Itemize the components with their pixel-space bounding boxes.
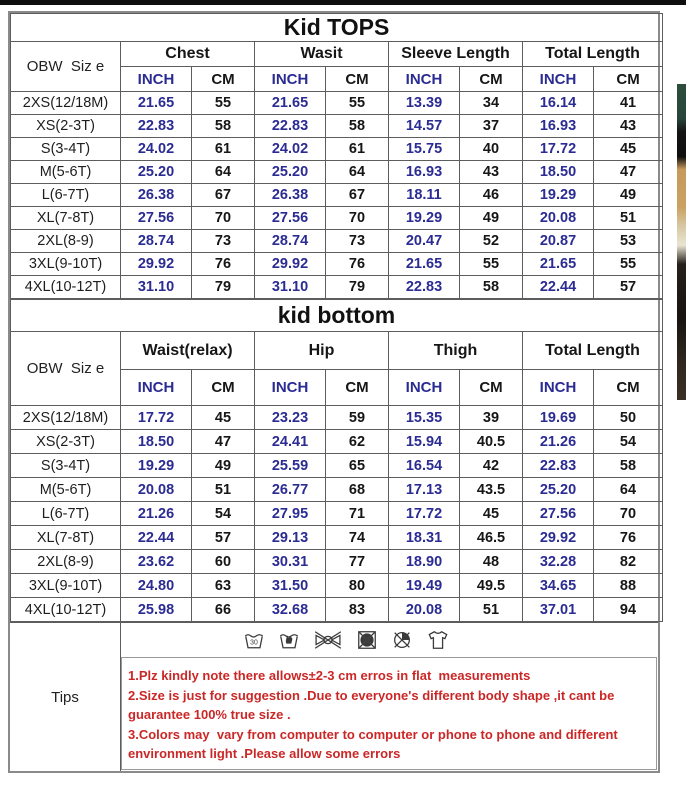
inch-value: 21.65 bbox=[121, 92, 192, 115]
inch-value: 26.38 bbox=[255, 184, 326, 207]
cm-value: 60 bbox=[192, 550, 255, 574]
inch-value: 17.72 bbox=[523, 138, 594, 161]
size-column-header: OBW Siz e bbox=[11, 332, 121, 406]
cm-value: 51 bbox=[192, 478, 255, 502]
inch-value: 21.65 bbox=[389, 253, 460, 276]
inch-value: 25.20 bbox=[121, 161, 192, 184]
cm-value: 61 bbox=[192, 138, 255, 161]
cm-value: 64 bbox=[192, 161, 255, 184]
cm-value: 64 bbox=[326, 161, 389, 184]
inch-value: 15.35 bbox=[389, 406, 460, 430]
cm-value: 76 bbox=[326, 253, 389, 276]
inch-value: 27.56 bbox=[255, 207, 326, 230]
inch-value: 26.38 bbox=[121, 184, 192, 207]
size-cell: 4XL(10-12T) bbox=[11, 276, 121, 299]
tips-content bbox=[121, 623, 658, 771]
cm-value: 67 bbox=[192, 184, 255, 207]
cm-value: 79 bbox=[192, 276, 255, 299]
group-header-row bbox=[11, 42, 663, 67]
inch-value: 24.41 bbox=[255, 430, 326, 454]
cm-value: 49 bbox=[460, 207, 523, 230]
total-length-header: Total Length bbox=[523, 42, 663, 67]
size-cell: XS(2-3T) bbox=[11, 115, 121, 138]
size-column-header: OBW Siz e bbox=[11, 42, 121, 92]
cm-value: 45 bbox=[192, 406, 255, 430]
cm-value: 67 bbox=[326, 184, 389, 207]
inch-value: 22.83 bbox=[255, 115, 326, 138]
cm-value: 88 bbox=[594, 574, 663, 598]
inch-value: 15.94 bbox=[389, 430, 460, 454]
inch-value: 29.92 bbox=[523, 526, 594, 550]
size-cell: 4XL(10-12T) bbox=[11, 598, 121, 622]
size-cell: 2XS(12/18M) bbox=[11, 92, 121, 115]
inch-value: 26.77 bbox=[255, 478, 326, 502]
sleeve-length-header: Sleeve Length bbox=[389, 42, 523, 67]
cm-value: 53 bbox=[594, 230, 663, 253]
size-cell: S(3-4T) bbox=[11, 138, 121, 161]
kid-tops-table bbox=[10, 13, 663, 299]
cm-value: 55 bbox=[192, 92, 255, 115]
inch-value: 37.01 bbox=[523, 598, 594, 622]
cm-value: 71 bbox=[326, 502, 389, 526]
size-cell: XL(7-8T) bbox=[11, 207, 121, 230]
inch-header: INCH bbox=[121, 67, 192, 92]
inch-value: 15.75 bbox=[389, 138, 460, 161]
inch-value: 21.26 bbox=[523, 430, 594, 454]
inch-value: 22.44 bbox=[523, 276, 594, 299]
size-chart bbox=[8, 11, 660, 773]
cm-value: 54 bbox=[192, 502, 255, 526]
inch-value: 25.59 bbox=[255, 454, 326, 478]
cm-value: 52 bbox=[460, 230, 523, 253]
size-cell: L(6-7T) bbox=[11, 502, 121, 526]
cm-value: 34 bbox=[460, 92, 523, 115]
hip-header: Hip bbox=[255, 332, 389, 370]
inch-value: 20.87 bbox=[523, 230, 594, 253]
inch-value: 32.28 bbox=[523, 550, 594, 574]
size-cell: 3XL(9-10T) bbox=[11, 253, 121, 276]
inch-header: INCH bbox=[121, 370, 192, 406]
care-icons-row bbox=[121, 623, 658, 657]
inch-value: 20.08 bbox=[523, 207, 594, 230]
table-row bbox=[11, 598, 663, 622]
inch-value: 14.57 bbox=[389, 115, 460, 138]
cm-value: 42 bbox=[460, 454, 523, 478]
table-row bbox=[11, 161, 663, 184]
inch-header: INCH bbox=[523, 67, 594, 92]
svg-text:30: 30 bbox=[250, 639, 258, 647]
inch-value: 21.65 bbox=[523, 253, 594, 276]
table-row bbox=[11, 550, 663, 574]
cm-value: 70 bbox=[326, 207, 389, 230]
shirt-icon bbox=[426, 629, 450, 651]
inch-header: INCH bbox=[389, 67, 460, 92]
inch-value: 31.10 bbox=[121, 276, 192, 299]
cm-value: 40.5 bbox=[460, 430, 523, 454]
inch-value: 16.54 bbox=[389, 454, 460, 478]
size-cell: 2XL(8-9) bbox=[11, 550, 121, 574]
inch-value: 16.14 bbox=[523, 92, 594, 115]
cm-value: 73 bbox=[192, 230, 255, 253]
table-row bbox=[11, 526, 663, 550]
inch-value: 18.31 bbox=[389, 526, 460, 550]
inch-value: 13.39 bbox=[389, 92, 460, 115]
cm-value: 55 bbox=[594, 253, 663, 276]
cm-value: 74 bbox=[326, 526, 389, 550]
table-row bbox=[11, 92, 663, 115]
inch-value: 32.68 bbox=[255, 598, 326, 622]
do-not-dry-clean-icon bbox=[391, 629, 413, 651]
cm-value: 76 bbox=[594, 526, 663, 550]
cm-value: 45 bbox=[460, 502, 523, 526]
table-row bbox=[11, 115, 663, 138]
table-row bbox=[11, 184, 663, 207]
inch-value: 25.20 bbox=[523, 478, 594, 502]
photo-edge-fragment bbox=[677, 84, 686, 400]
inch-header: INCH bbox=[255, 370, 326, 406]
inch-header: INCH bbox=[255, 67, 326, 92]
cm-value: 45 bbox=[594, 138, 663, 161]
cm-value: 80 bbox=[326, 574, 389, 598]
do-not-wring-icon bbox=[313, 629, 343, 651]
size-cell: XS(2-3T) bbox=[11, 430, 121, 454]
size-cell: 3XL(9-10T) bbox=[11, 574, 121, 598]
inch-value: 29.92 bbox=[255, 253, 326, 276]
inch-value: 24.02 bbox=[121, 138, 192, 161]
tip-line-1: 1.Plz kindly note there allows±2-3 cm erros in flat measurements bbox=[128, 668, 531, 683]
cm-value: 65 bbox=[326, 454, 389, 478]
waist-relax-header: Waist(relax) bbox=[121, 332, 255, 370]
inch-value: 21.26 bbox=[121, 502, 192, 526]
thigh-header: Thigh bbox=[389, 332, 523, 370]
inch-value: 24.80 bbox=[121, 574, 192, 598]
cm-value: 58 bbox=[460, 276, 523, 299]
table-row bbox=[11, 454, 663, 478]
cm-header: CM bbox=[460, 67, 523, 92]
cm-value: 47 bbox=[594, 161, 663, 184]
cm-value: 70 bbox=[594, 502, 663, 526]
cm-value: 70 bbox=[192, 207, 255, 230]
size-cell: XL(7-8T) bbox=[11, 526, 121, 550]
cm-value: 48 bbox=[460, 550, 523, 574]
cm-value: 55 bbox=[460, 253, 523, 276]
inch-value: 29.92 bbox=[121, 253, 192, 276]
inch-header: INCH bbox=[389, 370, 460, 406]
inch-value: 20.08 bbox=[389, 598, 460, 622]
inch-value: 23.62 bbox=[121, 550, 192, 574]
table-row bbox=[11, 276, 663, 299]
cm-value: 73 bbox=[326, 230, 389, 253]
cm-value: 76 bbox=[192, 253, 255, 276]
inch-value: 28.74 bbox=[255, 230, 326, 253]
inch-value: 31.10 bbox=[255, 276, 326, 299]
inch-value: 22.44 bbox=[121, 526, 192, 550]
inch-value: 19.29 bbox=[389, 207, 460, 230]
cm-value: 77 bbox=[326, 550, 389, 574]
inch-value: 20.08 bbox=[121, 478, 192, 502]
inch-value: 27.56 bbox=[523, 502, 594, 526]
size-cell: 2XL(8-9) bbox=[11, 230, 121, 253]
cm-value: 82 bbox=[594, 550, 663, 574]
inch-value: 16.93 bbox=[523, 115, 594, 138]
cm-value: 66 bbox=[192, 598, 255, 622]
kid-tops-title: Kid TOPS bbox=[11, 14, 663, 42]
inch-value: 28.74 bbox=[121, 230, 192, 253]
cm-value: 50 bbox=[594, 406, 663, 430]
table-row bbox=[11, 478, 663, 502]
table-row bbox=[11, 138, 663, 161]
tip-line-3: 3.Colors may vary from computer to computer or phone to phone and different environment light .Please allow some errors bbox=[128, 726, 622, 761]
inch-value: 19.29 bbox=[523, 184, 594, 207]
size-cell: 2XS(12/18M) bbox=[11, 406, 121, 430]
table-row bbox=[11, 253, 663, 276]
table-row bbox=[11, 430, 663, 454]
cm-value: 46.5 bbox=[460, 526, 523, 550]
cm-header: CM bbox=[192, 67, 255, 92]
cm-value: 79 bbox=[326, 276, 389, 299]
inch-value: 19.29 bbox=[121, 454, 192, 478]
table-row bbox=[11, 574, 663, 598]
cm-value: 57 bbox=[192, 526, 255, 550]
cm-value: 51 bbox=[460, 598, 523, 622]
size-cell: M(5-6T) bbox=[11, 478, 121, 502]
inch-value: 18.90 bbox=[389, 550, 460, 574]
total-length-header: Total Length bbox=[523, 332, 663, 370]
table-row bbox=[11, 406, 663, 430]
inch-value: 18.50 bbox=[523, 161, 594, 184]
table-title-row bbox=[11, 14, 663, 42]
cm-value: 43.5 bbox=[460, 478, 523, 502]
cm-value: 94 bbox=[594, 598, 663, 622]
cm-value: 57 bbox=[594, 276, 663, 299]
chest-header: Chest bbox=[121, 42, 255, 67]
inch-value: 27.95 bbox=[255, 502, 326, 526]
inch-value: 29.13 bbox=[255, 526, 326, 550]
inch-value: 16.93 bbox=[389, 161, 460, 184]
inch-value: 23.23 bbox=[255, 406, 326, 430]
size-cell: M(5-6T) bbox=[11, 161, 121, 184]
tips-row bbox=[10, 622, 658, 771]
inch-value: 25.20 bbox=[255, 161, 326, 184]
cm-value: 59 bbox=[326, 406, 389, 430]
cm-value: 51 bbox=[594, 207, 663, 230]
tip-line-2: 2.Size is just for suggestion .Due to everyone's different body shape ,it cant be guarantee 100% true size . bbox=[128, 687, 618, 722]
inch-value: 18.11 bbox=[389, 184, 460, 207]
size-cell: L(6-7T) bbox=[11, 184, 121, 207]
cm-header: CM bbox=[594, 67, 663, 92]
tips-note-box bbox=[121, 657, 657, 770]
inch-value: 22.83 bbox=[523, 454, 594, 478]
inch-value: 17.72 bbox=[389, 502, 460, 526]
cm-header: CM bbox=[192, 370, 255, 406]
inch-value: 17.72 bbox=[121, 406, 192, 430]
cm-value: 64 bbox=[594, 478, 663, 502]
inch-header: INCH bbox=[523, 370, 594, 406]
cm-value: 61 bbox=[326, 138, 389, 161]
cm-header: CM bbox=[594, 370, 663, 406]
cm-header: CM bbox=[326, 67, 389, 92]
cm-value: 58 bbox=[192, 115, 255, 138]
size-cell: S(3-4T) bbox=[11, 454, 121, 478]
top-black-strip bbox=[0, 0, 686, 5]
tips-label: Tips bbox=[10, 623, 121, 771]
inch-value: 20.47 bbox=[389, 230, 460, 253]
inch-value: 19.69 bbox=[523, 406, 594, 430]
inch-value: 22.83 bbox=[389, 276, 460, 299]
inch-value: 17.13 bbox=[389, 478, 460, 502]
inch-value: 27.56 bbox=[121, 207, 192, 230]
kid-bottom-table bbox=[10, 299, 663, 622]
cm-value: 46 bbox=[460, 184, 523, 207]
waist-header: Wasit bbox=[255, 42, 389, 67]
table-row bbox=[11, 207, 663, 230]
table-row bbox=[11, 502, 663, 526]
table-title-row bbox=[11, 300, 663, 332]
cm-value: 62 bbox=[326, 430, 389, 454]
cm-value: 40 bbox=[460, 138, 523, 161]
cm-value: 43 bbox=[594, 115, 663, 138]
inch-value: 22.83 bbox=[121, 115, 192, 138]
inch-value: 25.98 bbox=[121, 598, 192, 622]
cm-header: CM bbox=[326, 370, 389, 406]
cm-value: 49 bbox=[192, 454, 255, 478]
cm-value: 55 bbox=[326, 92, 389, 115]
inch-value: 18.50 bbox=[121, 430, 192, 454]
cm-value: 58 bbox=[326, 115, 389, 138]
cm-value: 39 bbox=[460, 406, 523, 430]
group-header-row bbox=[11, 332, 663, 370]
cm-value: 58 bbox=[594, 454, 663, 478]
cm-value: 49.5 bbox=[460, 574, 523, 598]
cm-value: 63 bbox=[192, 574, 255, 598]
wash-30-icon bbox=[243, 629, 265, 651]
inch-value: 21.65 bbox=[255, 92, 326, 115]
cm-value: 83 bbox=[326, 598, 389, 622]
inch-value: 31.50 bbox=[255, 574, 326, 598]
cm-value: 68 bbox=[326, 478, 389, 502]
cm-value: 37 bbox=[460, 115, 523, 138]
inch-value: 34.65 bbox=[523, 574, 594, 598]
cm-header: CM bbox=[460, 370, 523, 406]
cm-value: 54 bbox=[594, 430, 663, 454]
cm-value: 47 bbox=[192, 430, 255, 454]
hand-wash-icon bbox=[278, 629, 300, 651]
inch-value: 19.49 bbox=[389, 574, 460, 598]
cm-value: 49 bbox=[594, 184, 663, 207]
inch-value: 30.31 bbox=[255, 550, 326, 574]
cm-value: 41 bbox=[594, 92, 663, 115]
table-row bbox=[11, 230, 663, 253]
do-not-tumble-dry-icon bbox=[356, 629, 378, 651]
kid-bottom-title: kid bottom bbox=[11, 300, 663, 332]
inch-value: 24.02 bbox=[255, 138, 326, 161]
cm-value: 43 bbox=[460, 161, 523, 184]
